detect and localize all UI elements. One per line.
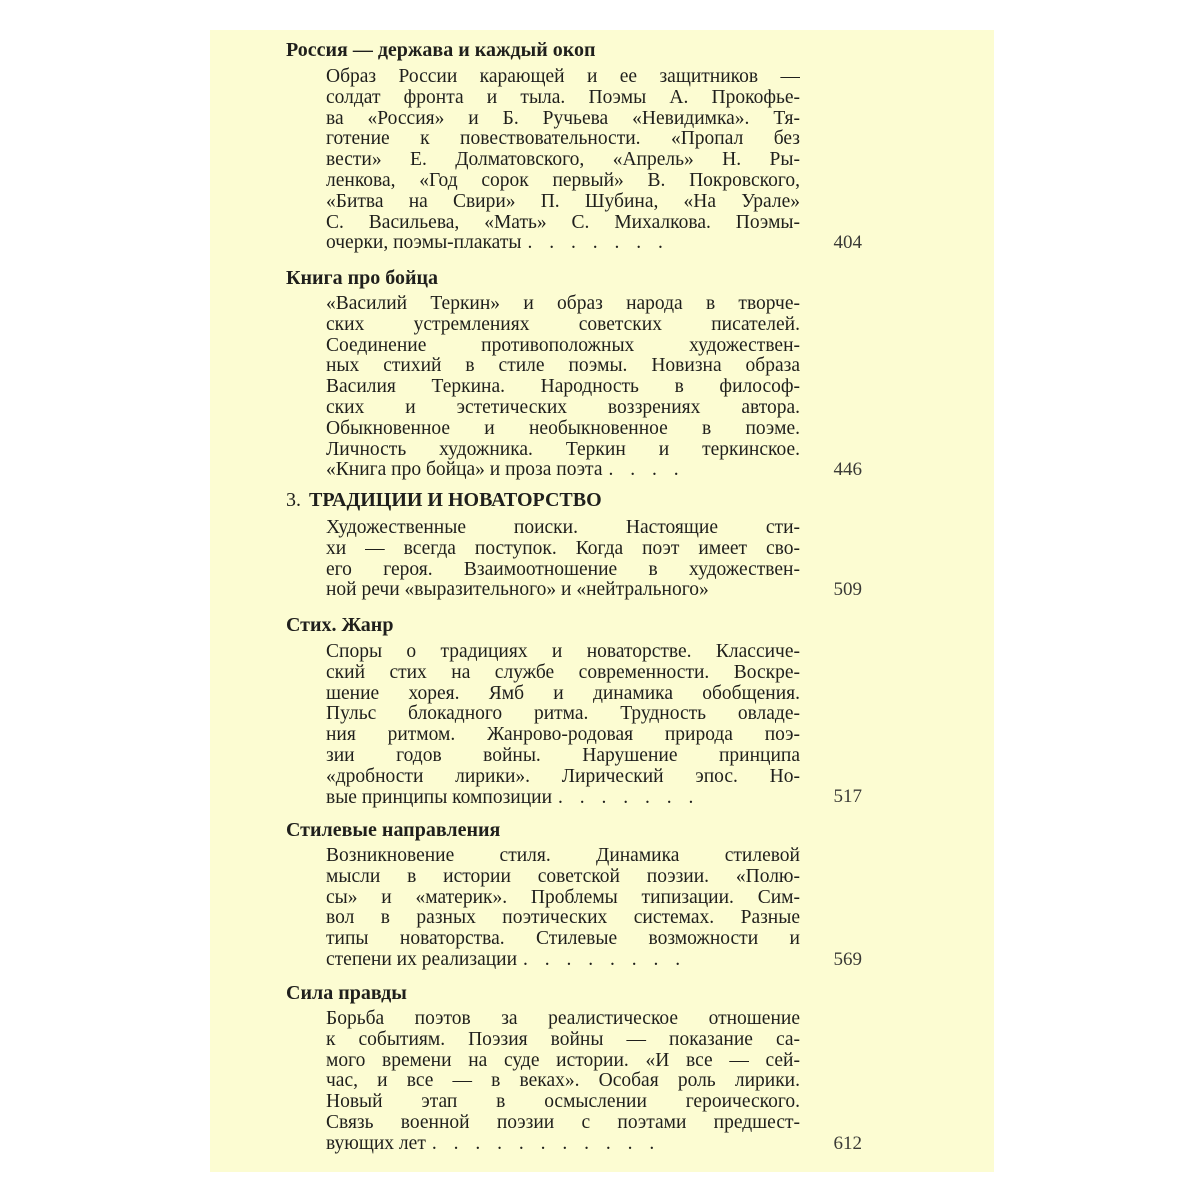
text-line: Личность художника. Теркин и теркинское. bbox=[326, 439, 800, 460]
page-number: 569 bbox=[833, 949, 862, 970]
entry-description bbox=[326, 294, 800, 481]
text-line: Споры о традициях и новаторстве. Классиче- bbox=[326, 642, 800, 662]
text-line: хи — всегда поступок. Когда поэт имеет сво- bbox=[326, 538, 800, 559]
text-line: ной речи «выразительного» и «нейтрального» bbox=[326, 580, 709, 601]
entry-description bbox=[326, 1009, 800, 1155]
section-heading bbox=[286, 489, 602, 511]
text-line: Новый этап в осмыслении героического. bbox=[326, 1092, 800, 1113]
entry-heading: Стилевые направления bbox=[286, 819, 501, 841]
page-number: 404 bbox=[833, 232, 862, 253]
text-line: к событиям. Поэзия войны — показание са- bbox=[326, 1029, 800, 1050]
text-line: ский стих на службе современности. Воскре- bbox=[326, 662, 800, 683]
text-line: Возникновение стиля. Динамика стилевой bbox=[326, 846, 800, 866]
text-line: час, и все — в веках». Особая роль лирики. bbox=[326, 1071, 800, 1092]
text-line: мысли в истории советской поэзии. «Полю- bbox=[326, 866, 800, 887]
text-line: солдат фронта и тыла. Поэмы А. Прокофье- bbox=[326, 87, 800, 108]
book-page bbox=[210, 30, 994, 1172]
section-number: 3. bbox=[286, 489, 301, 511]
text-line: шение хорея. Ямб и динамика обобщения. bbox=[326, 683, 800, 704]
text-line: С. Васильева, «Мать» С. Михалкова. Поэмы- bbox=[326, 212, 800, 233]
entry-description bbox=[326, 518, 800, 601]
entry-heading: Книга про бойца bbox=[286, 267, 439, 289]
text-line: ния ритмом. Жанрово-родовая природа поэ- bbox=[326, 725, 800, 746]
entry-heading: Россия — держава и каждый окоп bbox=[286, 39, 596, 61]
page-number: 446 bbox=[833, 459, 862, 480]
dot-leader: . . . . bbox=[608, 460, 685, 481]
entry-description bbox=[326, 67, 800, 254]
entry-heading: Стих. Жанр bbox=[286, 614, 394, 636]
text-line: готение к повествовательности. «Пропал без bbox=[326, 129, 800, 150]
page-number: 612 bbox=[833, 1133, 862, 1154]
text-line: «дробности лирики». Лирический эпос. Но- bbox=[326, 766, 800, 787]
text-line: ва «Россия» и Б. Ручьева «Невидимка». Тя- bbox=[326, 108, 800, 129]
dot-leader: . . . . . . . . . . . bbox=[431, 1133, 661, 1154]
text-line: степени их реализации . . . . . . . . bbox=[326, 949, 687, 970]
dot-leader: . . . . . . . . bbox=[523, 949, 687, 970]
text-line: ских устремлениях советских писателей. bbox=[326, 314, 800, 335]
text-line: ских и эстетических воззрениях автора. bbox=[326, 397, 800, 418]
section-title: ТРАДИЦИИ И НОВАТОРСТВО bbox=[309, 489, 602, 511]
text-line: вол в разных поэтических системах. Разные bbox=[326, 908, 800, 929]
text-line: вые принципы композиции . . . . . . . bbox=[326, 787, 700, 808]
text-line: Соединение противоположных художествен- bbox=[326, 335, 800, 356]
text-line: очерки, поэмы-плакаты . . . . . . . bbox=[326, 233, 669, 254]
text-line: ных стихий в стиле поэмы. Новизна образа bbox=[326, 356, 800, 377]
text-line: сы» и «материк». Проблемы типизации. Сим- bbox=[326, 887, 800, 908]
dot-leader: . . . . . . . bbox=[527, 233, 669, 254]
text-line: «Битва на Свири» П. Шубина, «На Урале» bbox=[326, 191, 800, 212]
text-line: вующих лет . . . . . . . . . . . bbox=[326, 1133, 661, 1154]
text-line: Художественные поиски. Настоящие сти- bbox=[326, 518, 800, 538]
text-line: ленкова, «Год сорок первый» В. Покровского, bbox=[326, 170, 800, 191]
text-line: зии годов войны. Нарушение принципа bbox=[326, 745, 800, 766]
text-line: Обыкновенное и необыкновенное в поэме. bbox=[326, 418, 800, 439]
text-line: типы новаторства. Стилевые возможности и bbox=[326, 929, 800, 950]
text-line: Образ России карающей и ее защитников — bbox=[326, 67, 800, 87]
text-line: Василия Теркина. Народность в философ- bbox=[326, 377, 800, 398]
dot-leader: . . . . . . . bbox=[558, 787, 700, 808]
entry-description bbox=[326, 642, 800, 808]
text-line: мого времени на суде истории. «И все — сей- bbox=[326, 1050, 800, 1071]
text-line: «Василий Теркин» и образ народа в творче- bbox=[326, 294, 800, 314]
text-line: вести» Е. Долматовского, «Апрель» Н. Ры- bbox=[326, 150, 800, 171]
entry-description bbox=[326, 846, 800, 971]
page-number: 509 bbox=[833, 579, 862, 600]
text-line: Пульс блокадного ритма. Трудность овладе- bbox=[326, 704, 800, 725]
text-line: Борьба поэтов за реалистическое отношение bbox=[326, 1009, 800, 1029]
text-line: Связь военной поэзии с поэтами предшест- bbox=[326, 1112, 800, 1133]
text-line: «Книга про бойца» и проза поэта . . . . bbox=[326, 460, 685, 481]
page-number: 517 bbox=[833, 786, 862, 807]
text-line: его героя. Взаимоотношение в художествен- bbox=[326, 559, 800, 580]
entry-heading: Сила правды bbox=[286, 982, 407, 1004]
